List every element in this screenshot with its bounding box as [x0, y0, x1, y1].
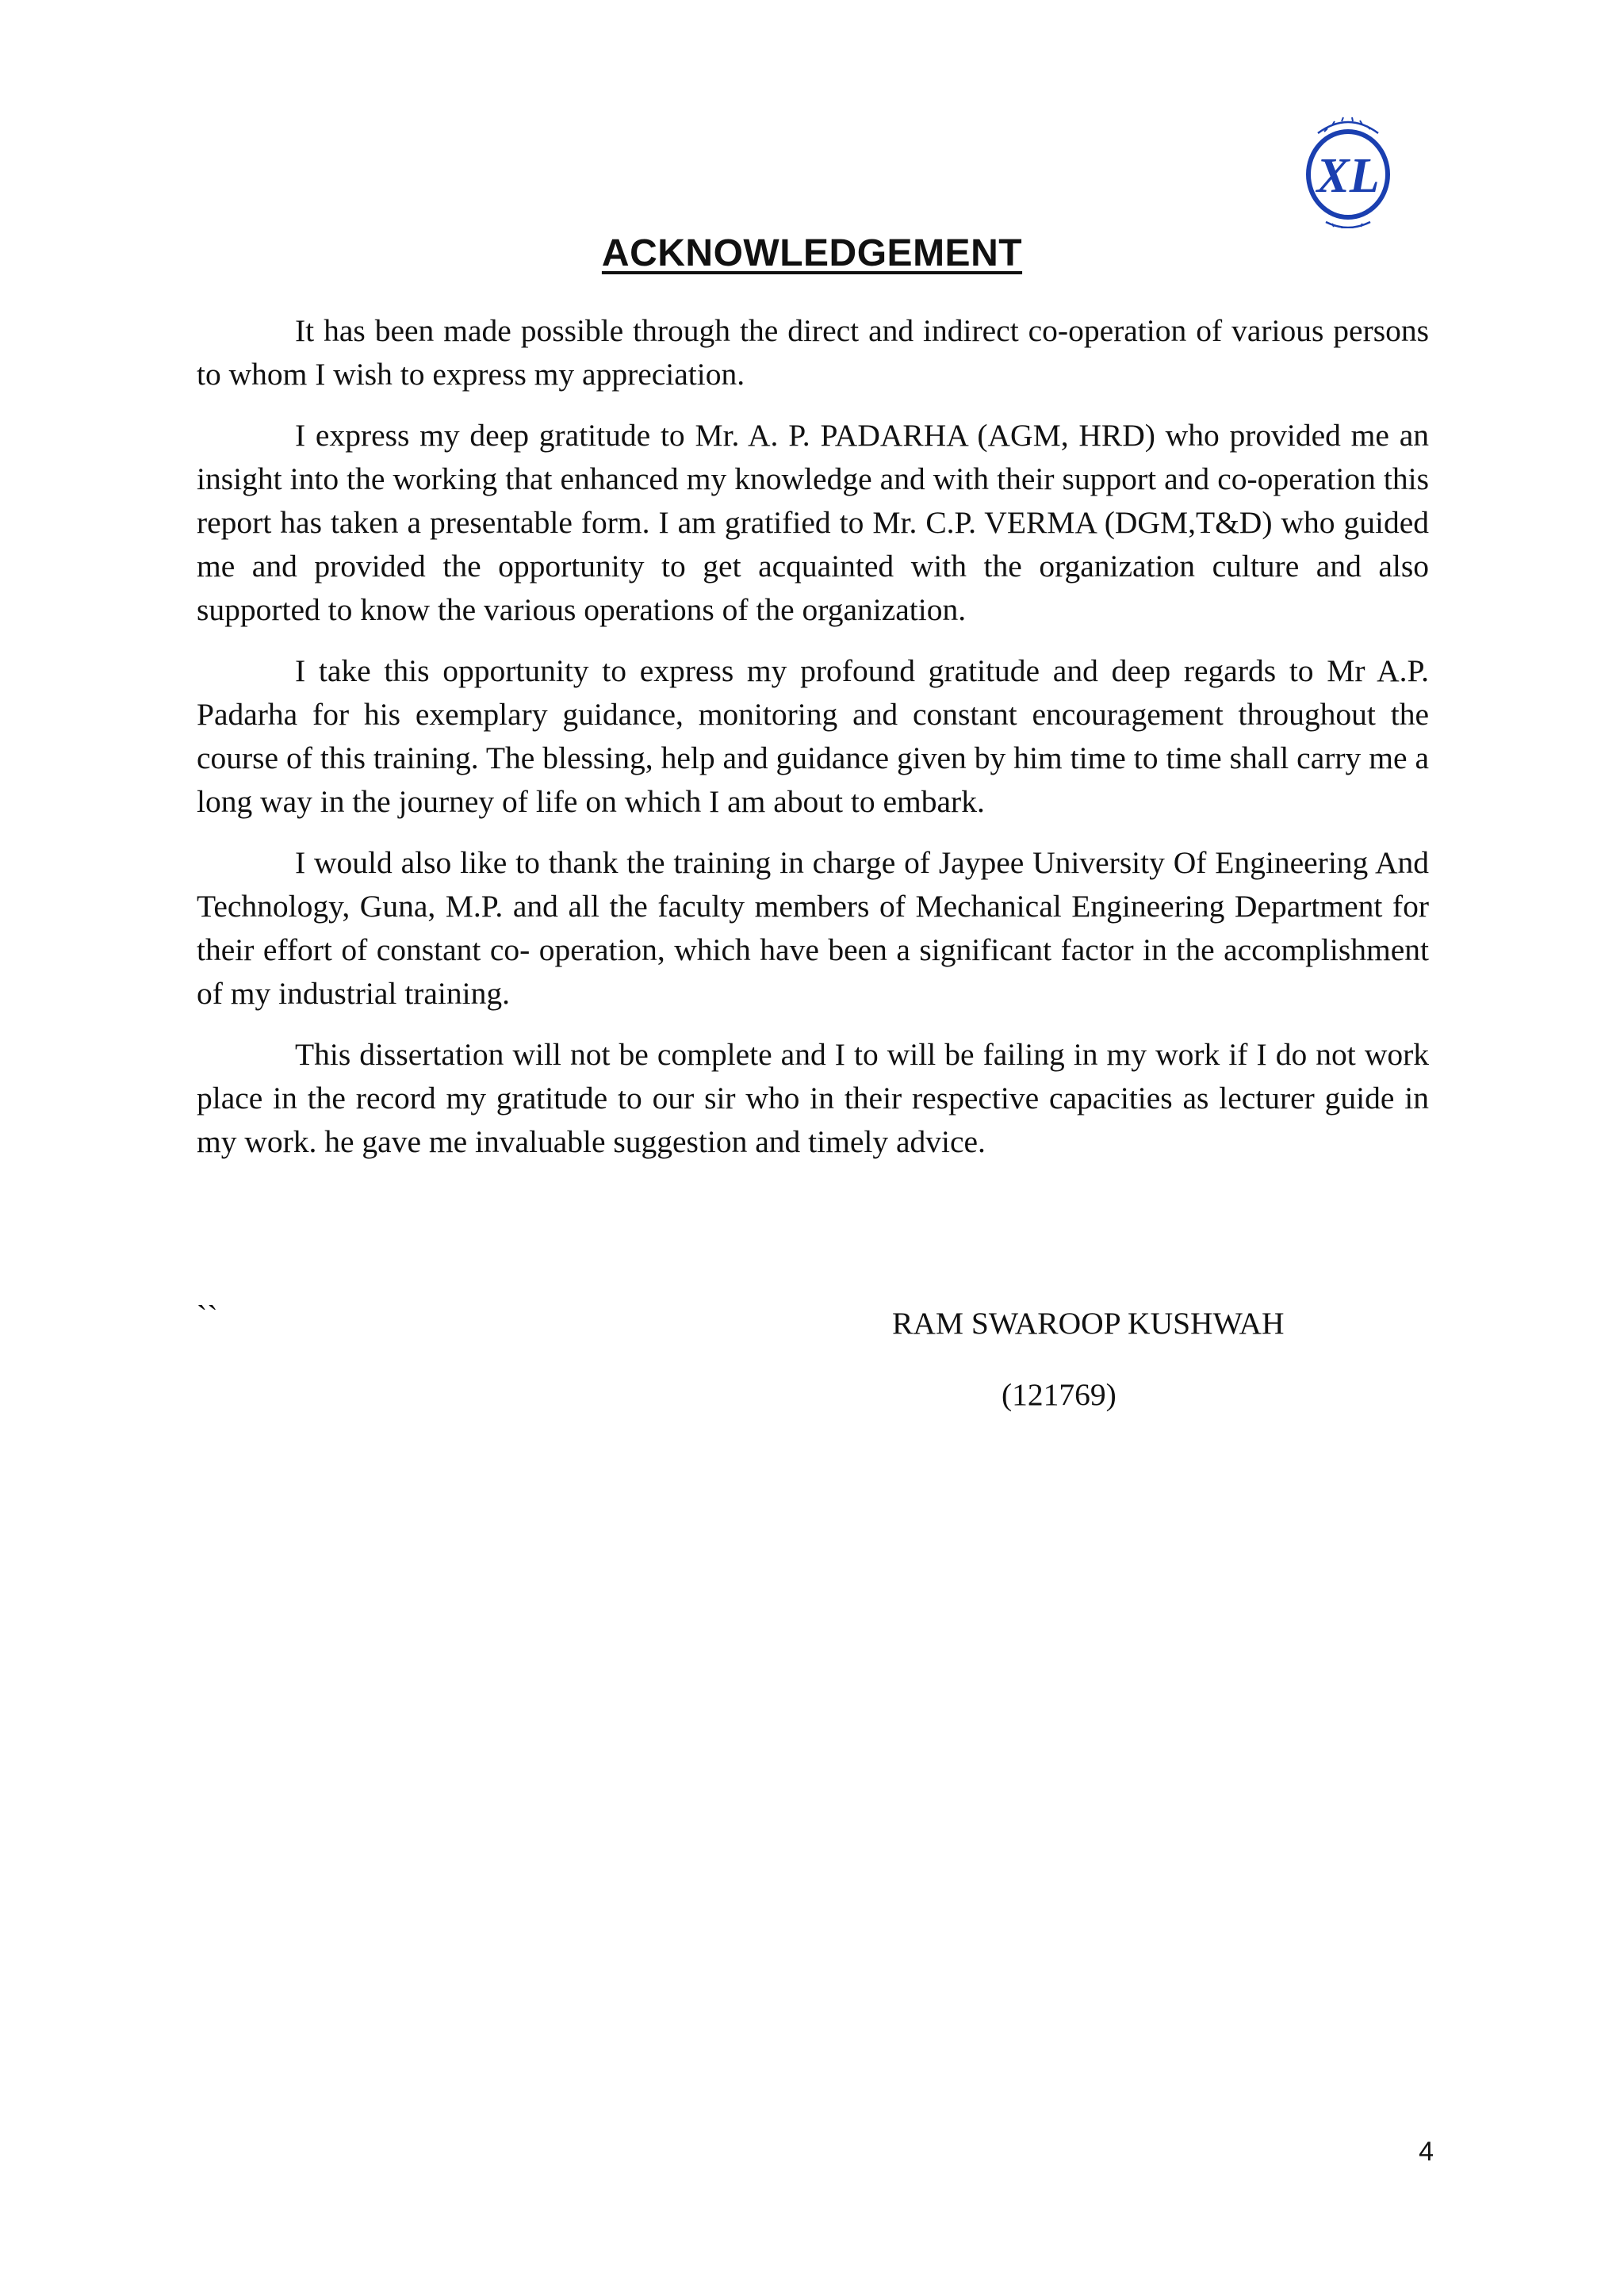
- paragraph-5: This dissertation will not be complete and I to will be failing in my work if I do not work place in the record my gratitude to our sir who in their respective capacities as lecturer guide in my work. he gave me invaluable suggestion and timely advice.: [197, 1037, 1429, 1159]
- page-title: [0, 228, 1624, 279]
- paragraph-3: I take this opportunity to express my profound gratitude and deep regards to Mr A.P. Padarha for his exemplary guidance, monitoring and constant encouragement throughout the course of this training. The blessing, help and guidance given by him time to time shall carry me a long way in the journey of life on which I am about to embark.: [197, 653, 1429, 819]
- page-number: 4: [1419, 2137, 1434, 2167]
- paragraph-1: It has been made possible through the direct and indirect co-operation of various persons to whom I wish to express my appreciation.: [197, 313, 1429, 392]
- acknowledgement-body: [197, 309, 1429, 1181]
- logo-monogram-text: XL: [1316, 149, 1380, 203]
- page-title-text: ACKNOWLEDGEMENT: [601, 232, 1023, 274]
- signature-id: (121769): [1002, 1377, 1116, 1412]
- signature-name: RAM SWAROOP KUSHWAH: [892, 1306, 1285, 1341]
- paragraph-2: I express my deep gratitude to Mr. A. P. PADARHA (AGM, HRD) who provided me an insight into the working that enhanced my knowledge and with their support and co-operation this report has taken a presentable form. I am gratified to Mr. C.P. VERMA (DGM,T&D) who guided me and provided the opportunity to get acquainted with the organization culture and also supported to know the various operations of the organization.: [197, 418, 1429, 627]
- xl-monogram-logo-icon: [1300, 109, 1396, 228]
- stray-mark: ``: [197, 1299, 218, 1334]
- paragraph-4: I would also like to thank the training in charge of Jaypee University Of Engineering And Technology, Guna, M.P. and all the faculty members of Mechanical Engineering Department for their effort of constant co- operation, which have been a significant factor in the accomplishment of my industrial training.: [197, 845, 1429, 1011]
